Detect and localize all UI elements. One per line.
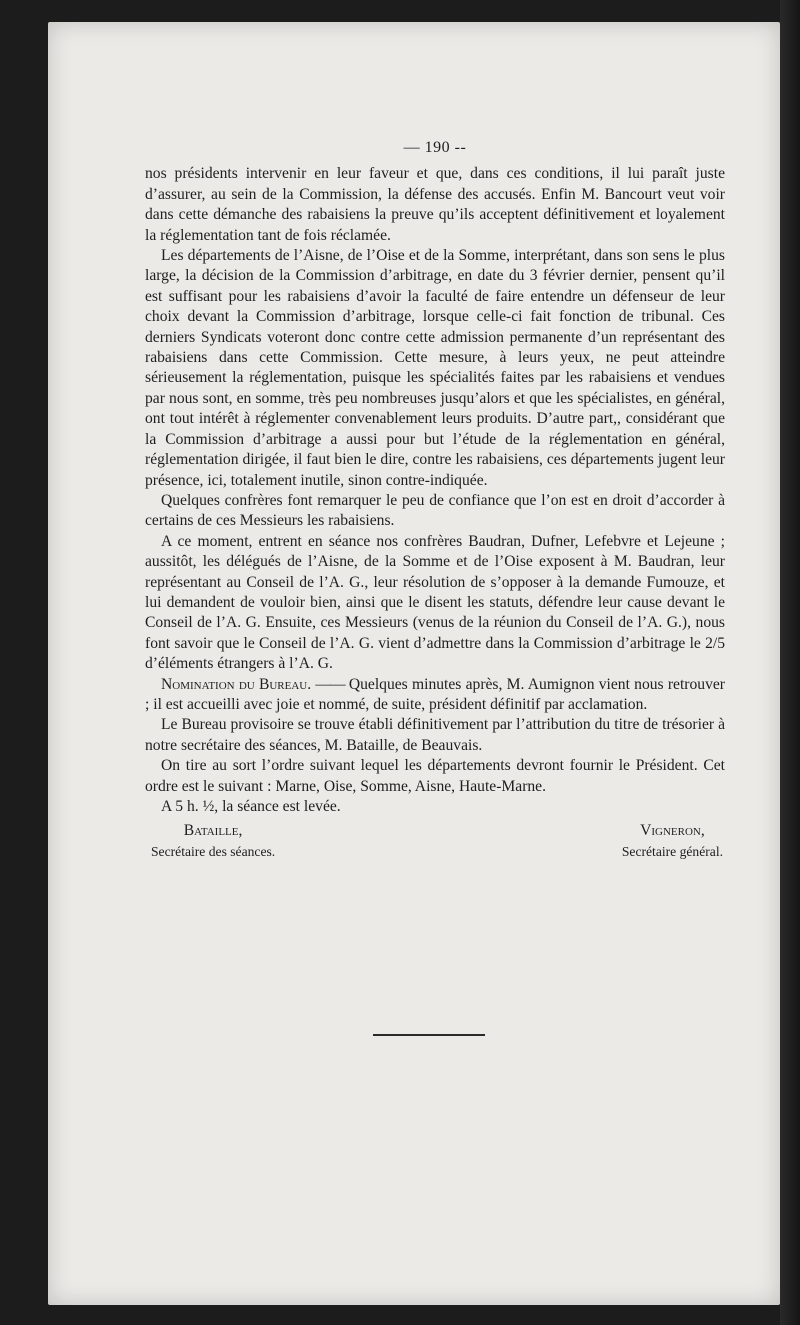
paragraph-5-text: Quelques minutes après, M. Aumignon vient nous retrouver ; il est accueilli avec joie et nommé, de suite, président définitif par acclamation.: [145, 675, 725, 713]
signature-left-name: Bataille,: [183, 822, 243, 840]
signature-right: [622, 821, 723, 862]
paragraph-8: A 5 h. ½, la séance est levée.: [161, 798, 341, 815]
page-edge: [780, 0, 800, 1325]
paragraph-5: [145, 675, 725, 716]
signature-right-role: Secrétaire général.: [621, 843, 723, 859]
signature-left-role: Secrétaire des séances.: [151, 843, 276, 859]
signature-row: [145, 821, 725, 862]
paragraph-6: Le Bureau provisoire se trouve établi définitivement par l’attribution du titre de trésorier à notre secrétaire des séances, M. Bataille, de Beauvais.: [145, 716, 725, 754]
paragraph-2: Les départements de l’Aisne, de l’Oise et de la Somme, interprétant, dans son sens le plus large, la décision de la Commission d’arbitrage, en date du 3 février dernier, pensent qu’il est suffisant pour les rabaisiens d’avoir la faculté de faire entendre un défenseur de leur choix devant la Commission d’arbitrage, lorsque celle-ci fait fonction de tribunal. Ces derniers Syndicats voteront donc contre cette admission permanente d’un représentant des rabaisiens dans cette Commission. Cette mesure, à leurs yeux, ne peut atteindre sérieusement la réglementation, puisque les spécialités faites par les rabaisiens et vendues par nous sont, en somme, très peu nombreuses jusqu’alors et que les spécialistes, en général, ont tout intérêt à réglementer convenablement leurs produits. D’autre part,, considérant que la Commission d’arbitrage a aussi pour but l’étude de la réglementation en général, réglementation dirigée, il faut bien le dire, contre les rabaisiens, ces départements jugent leur présence, ici, totalement inutile, sinon contre-indiquée.: [145, 247, 725, 489]
paragraph-4: A ce moment, entrent en séance nos confrères Baudran, Dufner, Lefebvre et Lejeune ; aussitôt, les délégués de l’Aisne, de la Somme et de l’Oise exposent à M. Baudran, leur représentant au Conseil de l’A. G., leur résolution de s’opposer à la demande Fumouze, et lui demandent de vouloir bien, ainsi que le disent les statuts, défendre leur cause devant le Conseil de l’A. G. Ensuite, ces Messieurs (venus de la réunion du Conseil de l’A. G.), nous font savoir que le Conseil de l’A. G. vient d’admettre dans la Commission d’arbitrage le 2/5 d’éléments étrangers à l’A. G.: [145, 532, 725, 673]
signature-left: [151, 821, 275, 862]
paragraph-7: On tire au sort l’ordre suivant lequel les départements devront fournir le Président. Cet ordre est le suivant : Marne, Oise, Somme, Aisne, Haute-Marne.: [145, 757, 725, 795]
heading-dash: ——: [315, 675, 345, 693]
page-body: [145, 138, 725, 862]
section-heading: Nomination du Bureau.: [161, 675, 312, 693]
closing-rule: [373, 1034, 485, 1036]
page-number: — 190 --: [403, 139, 467, 156]
signature-right-name: Vigneron,: [640, 822, 705, 840]
paragraph-1: nos présidents intervenir en leur faveur et que, dans ces conditions, il lui paraît juste d’assurer, au sein de la Commission, la défense des accusés. Enfin M. Bancourt veut voir dans cette démanche des rabaisiens la preuve qu’ils acceptent définitivement et loyalement la réglementation tant de fois réclamée.: [145, 165, 725, 244]
paragraph-3: Quelques confrères font remarquer le peu de confiance que l’on est en droit d’accorder à certains de ces Messieurs les rabaisiens.: [145, 491, 725, 530]
